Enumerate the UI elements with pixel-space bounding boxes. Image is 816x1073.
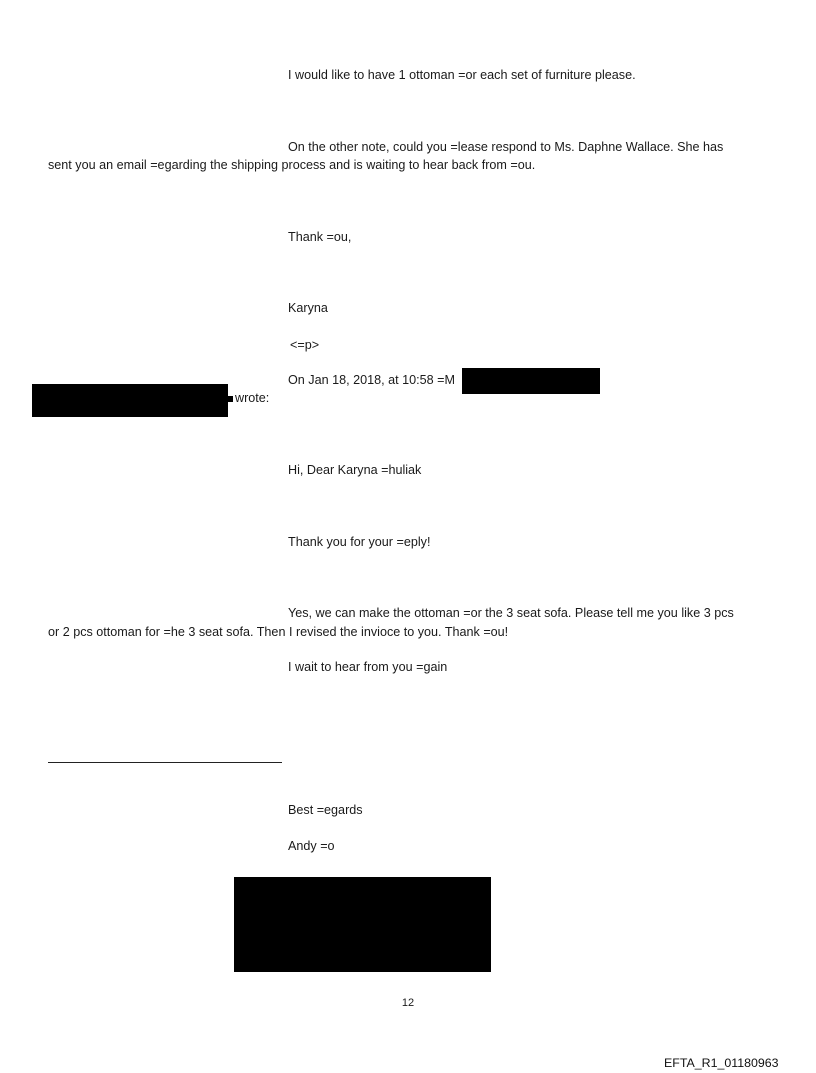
closing-thanks: Thank =ou, xyxy=(288,230,352,244)
reply-line-2: or 2 pcs ottoman for =he 3 seat sofa. Then I revised the invioce to you. Thank =ou! xyxy=(48,625,509,639)
other-note-line-2: sent you an email =egarding the shipping process and is waiting to hear back from =ou. xyxy=(48,158,536,172)
redaction-box-sender-name xyxy=(32,384,228,417)
html-artifact: <=p> xyxy=(290,338,320,352)
wrote-label: wrote: xyxy=(235,391,270,405)
redaction-overhang xyxy=(227,396,233,402)
bates-number: EFTA_R1_01180963 xyxy=(664,1056,779,1070)
page-number: 12 xyxy=(401,997,415,1009)
request-line: I would like to have 1 ottoman =or each set of furniture please. xyxy=(288,68,636,82)
wait-line: I wait to hear from you =gain xyxy=(288,660,448,674)
reply-line-1: Yes, we can make the ottoman =or the 3 seat sofa. Please tell me you like 3 pcs xyxy=(288,606,734,620)
thanks-reply: Thank you for your =eply! xyxy=(288,535,431,549)
redaction-box-sender-email xyxy=(462,368,600,394)
greeting: Hi, Dear Karyna =huliak xyxy=(288,463,422,477)
redaction-box-signature-block xyxy=(234,877,491,972)
signature-name: Karyna xyxy=(288,301,328,315)
quote-header-start: On Jan 18, 2018, at 10:58 =M xyxy=(288,373,455,387)
quote-header-end xyxy=(227,390,269,406)
best-regards: Best =egards xyxy=(288,803,363,817)
other-note-line-1: On the other note, could you =lease respond to Ms. Daphne Wallace. She has xyxy=(288,140,724,154)
signature-divider xyxy=(48,762,282,763)
sender-name: Andy =o xyxy=(288,839,335,853)
